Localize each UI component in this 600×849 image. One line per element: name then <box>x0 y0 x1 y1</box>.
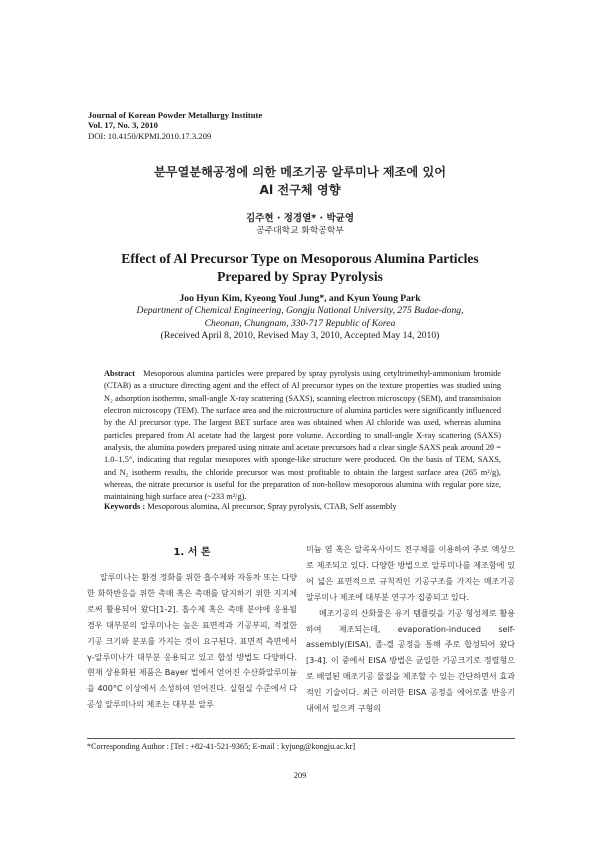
journal-name: Journal of Korean Powder Metallurgy Institute <box>88 110 263 120</box>
corresponding-author-footnote: *Corresponding Author : [Tel : +82-41-521-9365; E-mail : kyjung@kongju.ac.kr] <box>87 742 356 751</box>
english-title-line2: Prepared by Spray Pyrolysis <box>217 268 383 284</box>
korean-authors: 김주현 · 정경열* · 박균영 <box>245 213 354 224</box>
footnote-divider <box>87 738 515 739</box>
abstract-label: Abstract <box>104 369 135 378</box>
abstract-text: Mesoporous alumina particles were prepared by spray pyrolysis using cetyltrimethyl-ammonium bromide (CTAB) as a structure directing agent and the effect of Al precursor types on the texture properties was studied using N₂ adsorption isotherms, small-angle X-ray scattering (SAXS), scanning electron microscopy (SEM), and transmission electron microscopy (TEM). The surface area and the microstructure of alumina particles were significantly influenced by the Al precursor type. The largest BET surface area was obtained when Al chloride was used, whereas alumina particles prepared from Al acetate had the largest pore volume. According to small-angle X-ray scattering (SAXS) analysis, the alumina powders prepared using nitrate and acetate precursors had a clear single SAXS peak around 2θ = 1.0–1.5°, indicating that regular mesopores with sponge-like structure were produced. On the basis of TEM, SAXS, and N₂ isotherm results, the chloride precursor was most profitable to obtain the largest surface area (265 m²/g), whereas, the nitrate precursor is useful for the preparation of non-hollow mesoporous alumina with regular pore size, maintaining high surface area (~233 m²/g). <box>104 369 501 502</box>
english-title <box>0 250 600 285</box>
section-title: 1. 서 론 <box>173 547 211 558</box>
korean-title-line2: Al 전구체 영향 <box>259 183 341 197</box>
body-column-left <box>87 570 297 713</box>
english-affiliation <box>0 305 600 330</box>
doi: DOI: 10.4150/KPMI.2010.17.3.209 <box>88 130 212 141</box>
paragraph: 메조기공의 산화물은 유기 템플릿을 기공 형성제로 활용하여 제조되는데, evaporation-induced self-assembly(EISA), 졸-겔 공정을 통해 주로 합성되어 왔다[3-4]. 이 중에서 EISA 방법은 균일한 기공크기로 정렬형으로 배열된 메조기공 물질을 제조할 수 있는 간단하면서 효과적인 기술이다. 최근 이러한 EISA 공정을 에어로졸 반응기 내에서 일으켜 구형의 <box>306 608 515 714</box>
paragraph: 미늄 염 혹은 알콕옥사이드 전구체를 이용하여 주로 액상으로 제조되고 있다. 다양한 방법으로 알루미나를 제조함에 있어 넓은 표면적으로 규칙적인 기공구조를 가지는 메조기공 알루미나 제조에 대부분 연구가 집중되고 있다. <box>306 545 515 602</box>
received-dates: (Received April 8, 2010, Revised May 3, 2010, Accepted May 14, 2010) <box>160 330 440 341</box>
body-column-right <box>306 542 515 717</box>
english-affiliation-line1: Department of Chemical Engineering, Gongju National University, 275 Budae-dong, <box>136 305 464 316</box>
keywords-text: Mesoporous alumina, Al precursor, Spray pyrolysis, CTAB, Self assembly <box>147 502 397 511</box>
korean-title <box>0 163 600 199</box>
paragraph: 알루미나는 환경 정화를 위한 흡수제와 자동차 또는 다양한 화학반응을 위한 촉매 혹은 촉매를 담지하기 위한 지지체로써 활용되어 왔다[1-2]. 흡수제 혹은 촉매 분야에 응용될 경우 대부분의 알루미나는 높은 표면적과 기공부피, 적절한 기공 크기와 분포를 가지는 것이 요구된다. 표면적 측면에서 γ-알루미나가 대부분 응용되고 있고 합성 방법도 다양하다. 현재 상용화된 제품은 Bayer 법에서 얻어진 수산화알루미늄을 400°C 이상에서 소성하여 얻어진다. 실험실 수준에서 다공성 알루미나의 제조는 대부분 알루 <box>87 573 297 710</box>
english-affiliation-line2: Cheonan, Chungnam, 330-717 Republic of Korea <box>204 317 396 329</box>
journal-header <box>88 110 262 141</box>
english-authors: Joo Hyun Kim, Kyeong Youl Jung*, and Kyun Young Park <box>179 293 421 304</box>
abstract <box>104 368 501 504</box>
korean-title-line1: 분무열분해공정에 의한 메조기공 알루미나 제조에 있어 <box>154 165 446 179</box>
korean-affiliation: 공주대학교 화학공학부 <box>256 226 344 236</box>
journal-volume: Vol. 17, No. 3, 2010 <box>88 120 158 131</box>
keywords <box>104 502 501 511</box>
english-title-line1: Effect of Al Precursor Type on Mesoporous Alumina Particles <box>121 251 479 266</box>
page-number: 209 <box>293 771 307 780</box>
keywords-label: Keywords : <box>104 502 146 511</box>
